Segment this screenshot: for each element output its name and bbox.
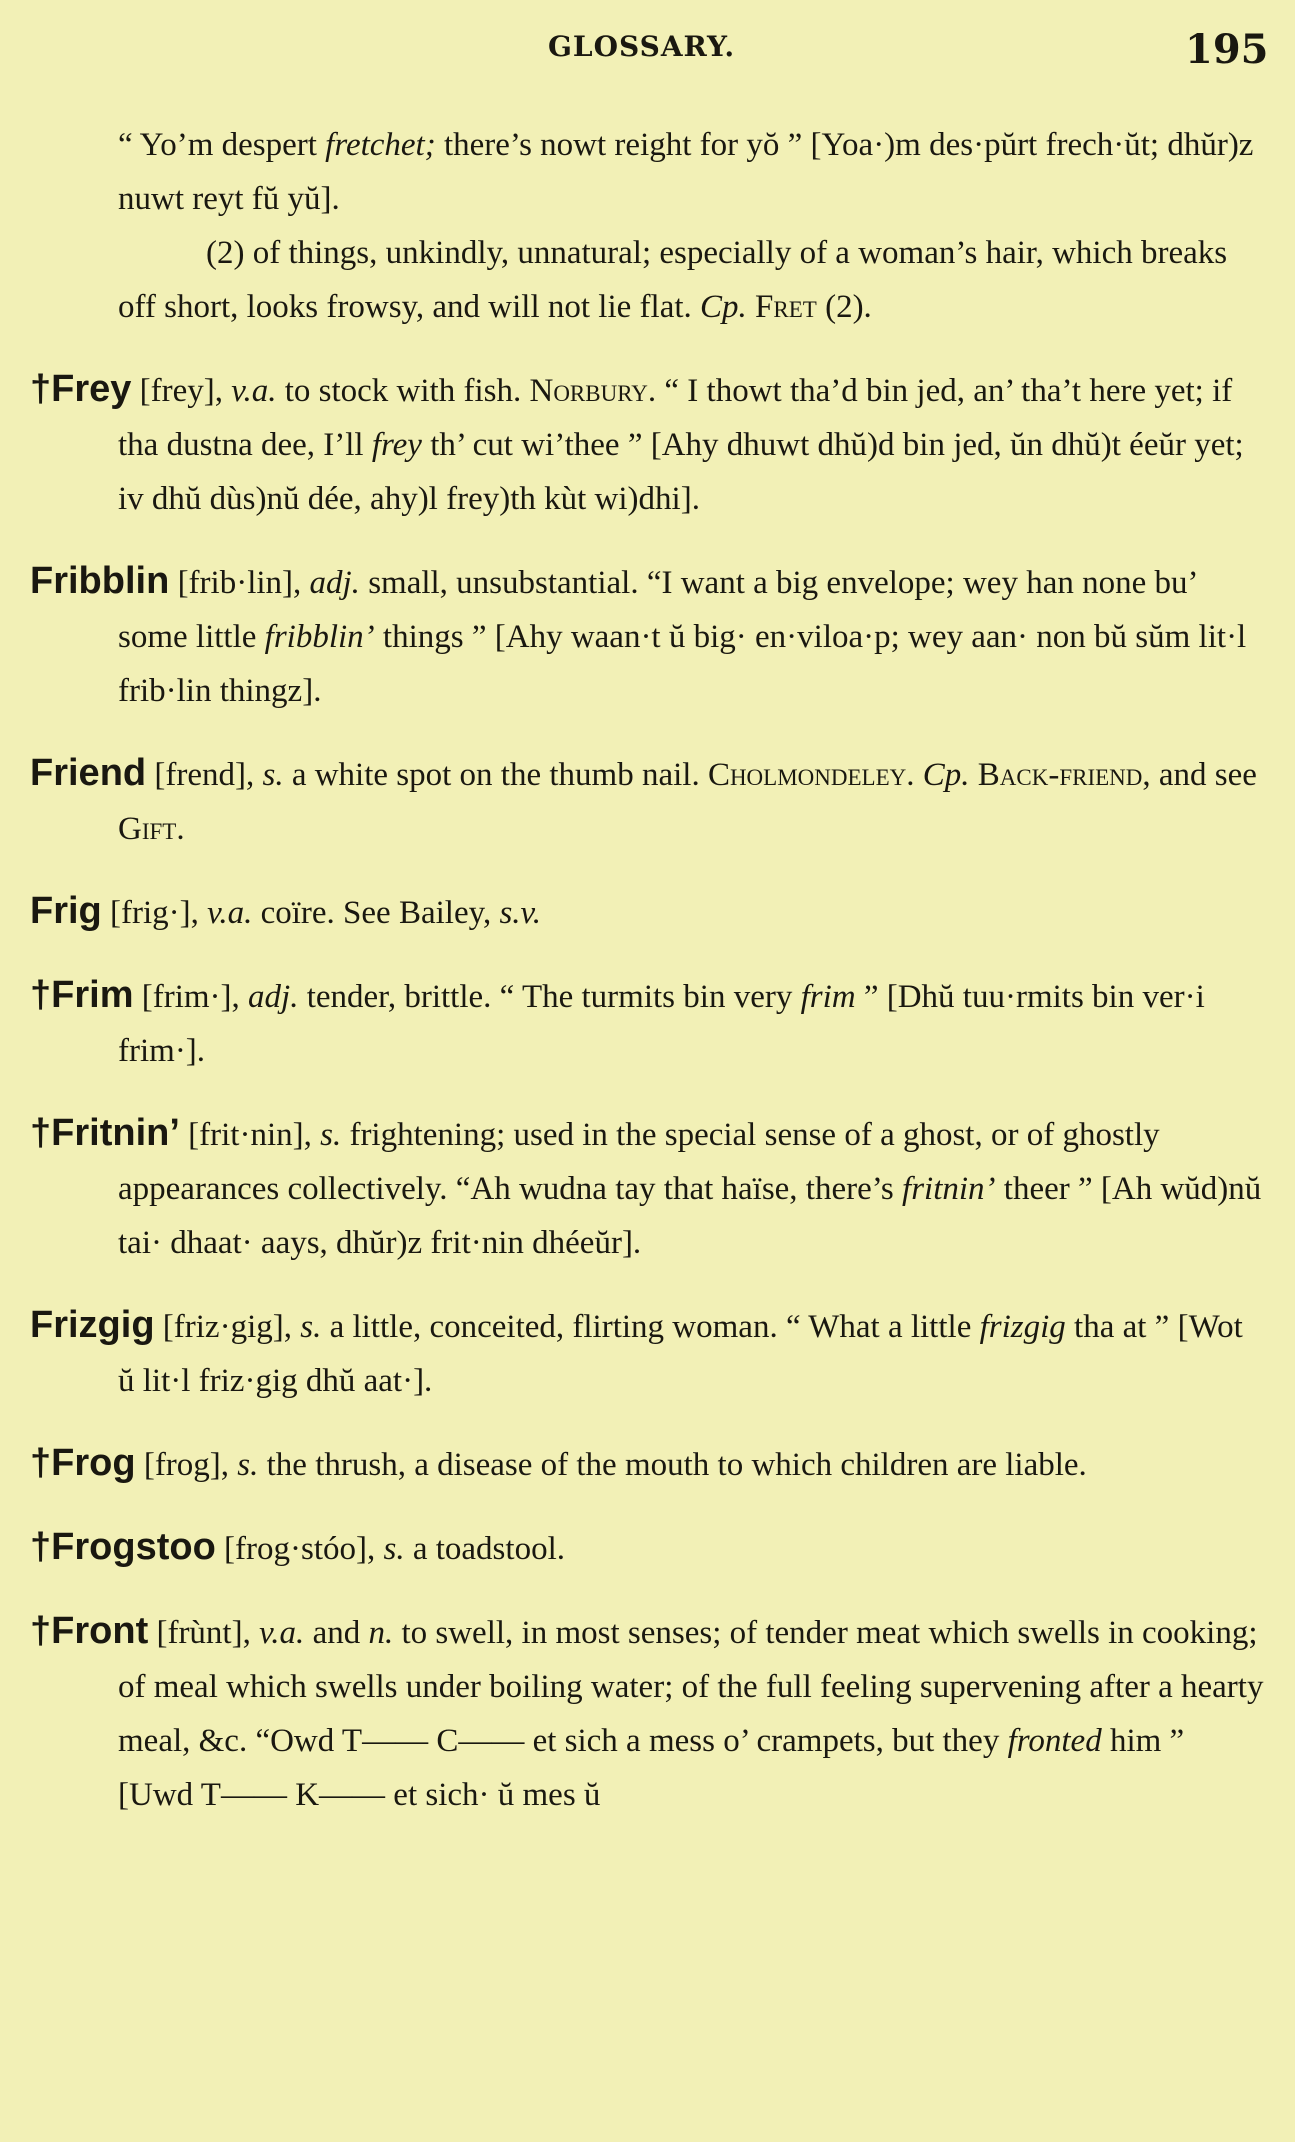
entry-frig: Frig [frig·], v.a. coïre. See Bailey, s.v.	[30, 890, 542, 932]
entry-frizgig: Frizgig [friz·gig], s. a little, conceited, flirting woman. “ What a little frizgig tha at ” [Wot ŭ lit·l friz·gig dhŭ aat·].	[30, 1304, 1243, 1399]
headword: †Front	[30, 1610, 149, 1652]
entry-frog: †Frog [frog], s. the thrush, a disease of the mouth to which children are liable.	[30, 1442, 1087, 1484]
running-title: GLOSSARY.	[548, 30, 736, 63]
headword: Fribblin	[30, 560, 170, 602]
page-number: 195	[1185, 26, 1269, 73]
headword: Frizgig	[30, 1304, 155, 1346]
headword: †Frey	[30, 368, 132, 410]
entry-friend: Friend [frend], s. a white spot on the thumb nail. Cholmondeley. Cp. Back-friend, and see Gift.	[30, 752, 1257, 847]
entry-fritnin: †Fritnin’ [frit·nin], s. frightening; used in the special sense of a ghost, or of ghostly appearances collectively. “Ah wudna tay that haïse, there’s fritnin’ theer ” [Ah wŭd)nŭ tai· dhaat· aays, dhŭr)z frit·nin dhéeŭr].	[30, 1112, 1262, 1261]
continued-entry-quote: “ Yo’m despert fretchet; there’s nowt reight for yŏ ” [Yoa·)m des·pŭrt frech·ŭt; dhŭr)z nuwt reyt fŭ yŭ].	[118, 127, 1254, 217]
continued-entry-sense: (2) of things, unkindly, unnatural; especially of a woman’s hair, which breaks off short, looks frowsy, and will not lie flat. Cp. Fret (2).	[118, 235, 1228, 325]
entry-frey: †Frey [frey], v.a. to stock with fish. Norbury. “ I thowt tha’d bin jed, an’ tha’t here yet; if tha dustna dee, I’ll frey th’ cut wi’thee ” [Ahy dhuwt dhŭ)d bin jed, ŭn dhŭ)t éeŭr yet; iv dhŭ dùs)nŭ dée, ahy)l frey)th kùt wi)dhi].	[30, 368, 1244, 517]
entry-frim: †Frim [frim·], adj. tender, brittle. “ The turmits bin very frim ” [Dhŭ tuu·rmits bin ver·i frim·].	[30, 974, 1205, 1069]
headword: †Frim	[30, 974, 134, 1016]
headword: †Fritnin’	[30, 1112, 180, 1154]
entry-front: †Front [frùnt], v.a. and n. to swell, in most senses; of tender meat which swells in cooking; of meal which swells under boiling water; of the full feeling supervening after a hearty meal, &c. “Owd T—— C—— et sich a mess o’ crampets, but they fronted him ” [Uwd T—— K—— et sich· ŭ mes ŭ	[30, 1610, 1264, 1813]
headword: †Frogstoo	[30, 1526, 216, 1568]
running-header	[0, 26, 1295, 76]
headword: Frig	[30, 890, 102, 932]
entry-fribblin: Fribblin [frib·lin], adj. small, unsubstantial. “I want a big envelope; wey han none bu’ some little fribblin’ things ” [Ahy waan·t ŭ big· en·viloa·p; wey aan· non bŭ sŭm lit·l frib·lin thingz].	[30, 560, 1247, 709]
headword: †Frog	[30, 1442, 136, 1484]
entry-frogstoo: †Frogstoo [frog·stóo], s. a toadstool.	[30, 1526, 565, 1568]
glossary-text	[30, 118, 1266, 1822]
headword: Friend	[30, 752, 147, 794]
